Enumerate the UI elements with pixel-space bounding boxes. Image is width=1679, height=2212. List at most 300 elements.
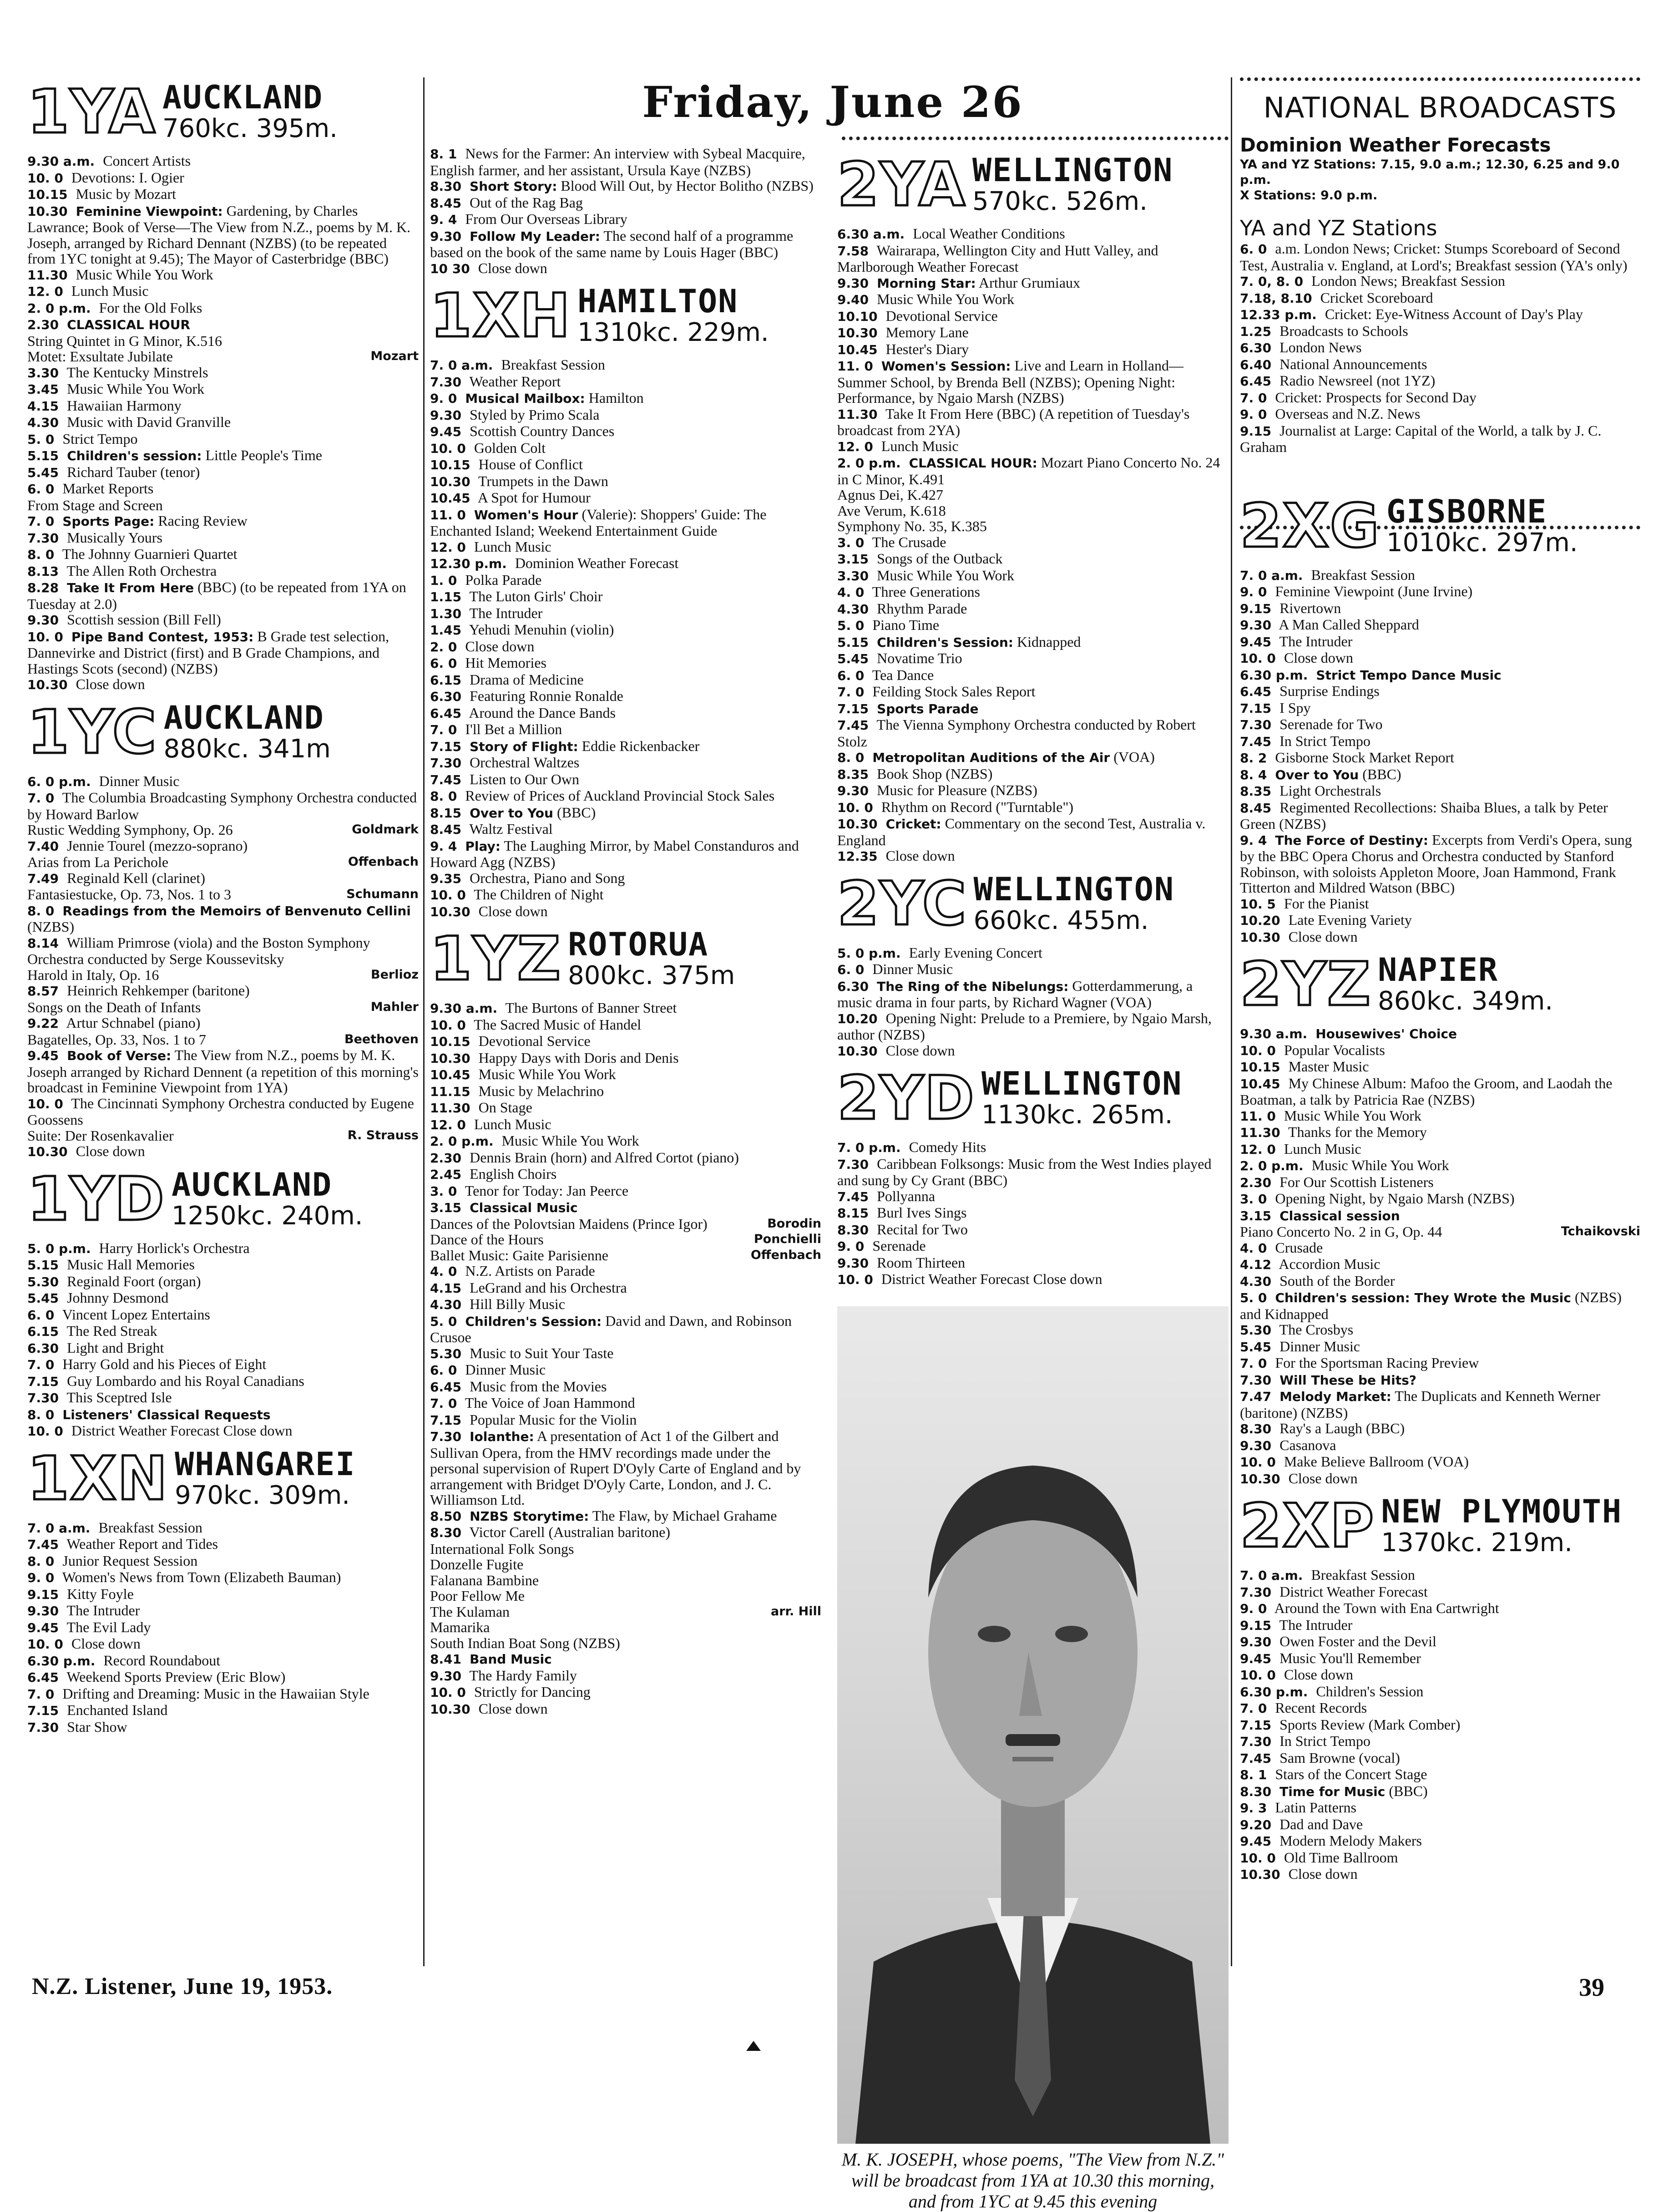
entry-time: 5.15 (27, 448, 59, 463)
entry-text: Gotterdammerung, a music drama in four parts, by Richard Wagner (VOA) (837, 977, 1193, 1010)
schedule-entry (837, 1010, 1229, 1043)
station-call: 2YC (837, 868, 967, 939)
schedule-entry (27, 1143, 419, 1160)
schedule-entry (430, 688, 821, 705)
schedule-entry (27, 203, 419, 267)
schedule-entry (27, 1536, 419, 1553)
entry-text: Close down (885, 1042, 955, 1059)
schedule-entry (430, 1066, 821, 1083)
entry-text: Owen Foster and the Devil (1279, 1633, 1436, 1649)
entry-text: Popular Music for the Violin (470, 1411, 637, 1428)
entry-text: Victor Carell (Australian baritone) (469, 1524, 670, 1540)
entry-text: Jennie Tourel (mezzo-soprano) (67, 837, 248, 854)
entry-time: 9. 0 (430, 391, 457, 406)
entry-text: Dance of the Hours (430, 1231, 544, 1248)
entry-time: 7. 0 (1240, 390, 1267, 406)
entry-time: 11.30 (1240, 1125, 1280, 1140)
entry-text: Music While You Work (478, 1066, 616, 1082)
entry-time: 8.35 (1240, 784, 1272, 799)
entry-time: 5.45 (27, 1291, 59, 1306)
entry-text: Around the Town with Ena Cartwright (1274, 1600, 1499, 1616)
schedule-entry (27, 1373, 419, 1390)
entry-text: Book Shop (NZBS) (877, 765, 993, 782)
schedule-entry (1240, 340, 1640, 356)
entry-time: 7.30 (1240, 1372, 1272, 1388)
schedule-entry (1240, 1783, 1640, 1800)
entry-highlight: Children's session: They Wrote the Music (1275, 1290, 1571, 1305)
schedule-entry (1240, 1076, 1640, 1108)
entry-time: 7.18, 8.10 (1240, 290, 1312, 306)
entry-composer: Offenbach (348, 855, 419, 869)
entry-time: 8.30 (1240, 1784, 1272, 1799)
schedule-entry (430, 1541, 821, 1557)
page-title: Friday, June 26 (642, 77, 1023, 127)
schedule-1yz (430, 1000, 821, 1717)
entry-text: The Evil Lady (66, 1618, 151, 1635)
schedule-entry (27, 414, 419, 431)
entry-time: 12. 0 (1240, 1142, 1276, 1157)
entry-time: 11.30 (27, 267, 68, 283)
schedule-2xp (1240, 1567, 1640, 1883)
entry-text: Breakfast Session (501, 356, 605, 373)
schedule-entry (837, 455, 1229, 487)
entry-time: 8.50 (430, 1508, 462, 1524)
entry-highlight: Sports Parade (877, 701, 979, 716)
entry-text: Comedy Hits (909, 1139, 986, 1155)
schedule-entry (27, 579, 419, 612)
entry-highlight: Classical session (1279, 1208, 1400, 1223)
entry-time: 3.15 (837, 552, 869, 567)
entry-highlight: Children's Session: (877, 634, 1013, 650)
entry-text: Music with David Granville (67, 414, 231, 430)
entry-time: 10.15 (1240, 1060, 1280, 1075)
entry-text: (NZBS) and Kidnapped (1240, 1289, 1622, 1322)
schedule-entry (1240, 241, 1640, 273)
schedule-entry (1240, 1157, 1640, 1174)
schedule-2yd (837, 1139, 1229, 1288)
entry-time: 9. 0 (27, 1570, 55, 1585)
schedule-entry (27, 1603, 419, 1619)
schedule-entry (1240, 390, 1640, 406)
schedule-entry (837, 749, 1229, 766)
entry-text: Thanks for the Memory (1288, 1124, 1427, 1140)
entry-time: 7.15 (1240, 1717, 1272, 1733)
entry-text: Tenor for Today: Jan Peerce (465, 1182, 629, 1199)
schedule-entry (430, 639, 821, 655)
schedule-entry (27, 333, 419, 349)
station-header-1xn (27, 1442, 419, 1515)
entry-time: 8.30 (430, 1525, 462, 1540)
schedule-entry (430, 870, 821, 887)
entry-time: 7.15 (837, 701, 869, 716)
schedule-entry (430, 407, 821, 424)
entry-text: Accordion Music (1279, 1256, 1381, 1272)
station-frequency: 880kc. 341m (163, 734, 331, 764)
entry-time: 7. 0 p.m. (837, 1140, 901, 1155)
entry-time: 8. 1 (1240, 1767, 1267, 1782)
station-frequency: 760kc. 395m. (162, 114, 338, 143)
station-city: WELLINGTON (973, 870, 1175, 908)
schedule-entry (837, 766, 1229, 783)
entry-text: My Chinese Album: Mafoo the Groom, and Laodah the Boatman, a talk by Patricia Rae (NZBS) (1240, 1075, 1613, 1108)
entry-time: 10. 0 (27, 1637, 63, 1652)
entry-time: 7. 0 (1240, 1701, 1267, 1716)
entry-text: The Burtons of Banner Street (505, 999, 677, 1016)
entry-text: English Choirs (470, 1166, 557, 1182)
schedule-entry (1240, 1800, 1640, 1816)
schedule-entry (430, 721, 821, 738)
entry-text: Latin Patterns (1275, 1799, 1356, 1816)
entry-time: 7.30 (1240, 717, 1272, 732)
entry-text: Overseas and N.Z. News (1275, 406, 1421, 422)
entry-text: Harry Horlick's Orchestra (99, 1239, 250, 1256)
schedule-entry (27, 612, 419, 629)
entry-time: 6.30 (837, 979, 869, 994)
schedule-entry (430, 178, 821, 195)
entry-time: 10.45 (430, 491, 470, 506)
entry-time: 6.45 (27, 1670, 59, 1685)
schedule-entry (1240, 683, 1640, 700)
entry-text: Strict Tempo (62, 430, 138, 447)
station-call: 1XN (27, 1443, 169, 1514)
schedule-entry (837, 534, 1229, 551)
entry-time: 10.30 (27, 1144, 68, 1159)
schedule-entry (1240, 273, 1640, 290)
entry-text: Crusade (1275, 1239, 1323, 1256)
station-city: GISBORNE (1386, 492, 1548, 530)
entry-time: 12. 0 (430, 1117, 466, 1132)
schedule-entry (27, 447, 419, 464)
schedule-entry (27, 999, 419, 1015)
entry-time: 9.30 (430, 1668, 462, 1684)
schedule-entry (837, 358, 1229, 406)
schedule-entry (27, 513, 419, 530)
station-city: WHANGAREI (175, 1445, 356, 1483)
entry-text: Close down (1284, 649, 1353, 666)
schedule-entry (837, 978, 1229, 1010)
entry-time: 10.20 (1240, 913, 1280, 928)
entry-text: Live and Learn in Holland—Summer School, by Brenda Bell (NZBS); Opening Night: Performance, by Ngaio Marsh (NZBS) (837, 357, 1183, 406)
entry-text: Journalist at Large: Capital of the World, a talk by J. C. Graham (1240, 422, 1602, 455)
entry-text: Hamilton (588, 390, 644, 406)
schedule-1xh (430, 357, 821, 920)
entry-text: Motet: Exsultate Jubilate (27, 348, 173, 365)
entry-text: Weekend Sports Preview (Eric Blow) (66, 1669, 286, 1685)
column-3 (837, 146, 1229, 2212)
entry-text: District Weather Forecast Close down (71, 1422, 293, 1439)
entry-time: 10.30 (837, 325, 878, 340)
entry-time: 4.30 (1240, 1273, 1272, 1289)
schedule-entry (1240, 1667, 1640, 1684)
schedule-entry (1240, 650, 1640, 667)
entry-text: Hester's Diary (885, 340, 969, 357)
entry-text: Lunch Music (474, 1116, 551, 1132)
entry-time: 8.30 (1240, 1421, 1272, 1436)
entry-text: Close down (1288, 928, 1358, 945)
entry-composer: Mozart (370, 349, 419, 363)
entry-highlight: Listeners' Classical Requests (62, 1407, 271, 1422)
entry-text: Regimented Recollections: Shaiba Blues, a talk by Peter Green (NZBS) (1240, 799, 1608, 832)
entry-time: 5. 0 (430, 1314, 457, 1329)
schedule-entry (430, 1263, 821, 1280)
entry-time: 10. 0 (837, 800, 873, 815)
entry-time: 1.25 (1240, 324, 1272, 339)
schedule-entry (27, 1390, 419, 1406)
schedule-entry (837, 291, 1229, 308)
entry-text: Light and Bright (67, 1339, 164, 1356)
entry-text: Heinrich Rehkemper (baritone) (67, 982, 250, 999)
entry-text: Hill Billy Music (470, 1296, 565, 1312)
station-header-2xp (1240, 1490, 1640, 1563)
schedule-entry (1240, 1454, 1640, 1471)
entry-text: Styled by Primo Scala (470, 406, 600, 423)
schedule-entry (1240, 716, 1640, 733)
entry-text: From Stage and Screen (27, 497, 163, 513)
station-city: HAMILTON (577, 283, 738, 320)
schedule-entry (1240, 1850, 1640, 1867)
entry-text: The Kentucky Minstrels (66, 364, 208, 381)
station-frequency: 800kc. 375m (568, 961, 735, 990)
entry-text: Cricket: Eye-Witness Account of Day's Play (1325, 306, 1583, 322)
entry-time: 7. 0 (27, 1357, 55, 1372)
entry-time: 8.13 (27, 563, 59, 579)
entry-composer: Mahler (370, 999, 419, 1014)
entry-time: 7.15 (27, 1703, 59, 1718)
entry-time: 4.30 (27, 415, 59, 430)
entry-text: Dennis Brain (horn) and Alfred Cortot (piano) (470, 1149, 739, 1166)
entry-time: 6.30 (430, 689, 462, 704)
entry-time: 7.58 (837, 243, 869, 259)
entry-time: 5. 0 (27, 431, 55, 447)
entry-time: 4. 0 (837, 585, 865, 600)
entry-text: A Spot for Humour (477, 489, 591, 506)
schedule-entry (837, 945, 1229, 962)
entry-highlight: Play: (465, 838, 501, 854)
schedule-entry (430, 1313, 821, 1345)
schedule-entry (27, 186, 419, 203)
entry-text: Burl Ives Sings (877, 1204, 967, 1221)
entry-text: Close down (478, 903, 548, 919)
entry-text: Music While You Work (76, 266, 213, 283)
schedule-entry (837, 243, 1229, 275)
schedule-entry (27, 1257, 419, 1273)
schedule-entry (27, 563, 419, 580)
entry-time: 12. 0 (430, 539, 466, 555)
entry-text: Junior Request Session (62, 1552, 198, 1569)
schedule-entry (27, 1356, 419, 1373)
schedule-entry (837, 1255, 1229, 1272)
entry-time: 10.20 (837, 1011, 878, 1026)
entry-text: Symphony No. 35, K.385 (837, 518, 987, 534)
entry-time: 10.30 (1240, 929, 1280, 945)
footer-publication: N.Z. Listener, June 19, 1953. (32, 1974, 333, 1999)
schedule-entry (1240, 733, 1640, 750)
entry-text: Music While You Work (1284, 1107, 1421, 1124)
schedule-entry (430, 423, 821, 440)
schedule-1ya-continued (430, 146, 821, 277)
entry-time: 9.45 (1240, 634, 1272, 649)
entry-time: 8.30 (837, 1222, 869, 1238)
entry-text: Dinner Music (1279, 1338, 1360, 1355)
schedule-entry (1240, 1650, 1640, 1667)
entry-time: 9.30 (430, 228, 462, 244)
schedule-entry (27, 464, 419, 481)
schedule-2ya (837, 226, 1229, 865)
entry-time: 9.45 (27, 1620, 59, 1635)
schedule-entry (27, 1240, 419, 1257)
entry-time: 6. 0 (430, 1363, 457, 1378)
entry-time: 9. 0 (1240, 1601, 1267, 1616)
schedule-entry (837, 601, 1229, 618)
weather-times-x: X Stations: 9.0 p.m. (1240, 188, 1378, 203)
schedule-entry (1240, 1240, 1640, 1257)
schedule-entry (1240, 766, 1640, 783)
schedule-entry (837, 325, 1229, 341)
schedule-entry (27, 854, 419, 870)
entry-time: 5.15 (27, 1258, 59, 1273)
entry-time: 7.30 (1240, 1584, 1272, 1600)
schedule-entry (27, 267, 419, 284)
entry-highlight: Pipe Band Contest, 1953: (71, 629, 254, 644)
schedule-entry (430, 755, 821, 771)
entry-time: 10.10 (837, 309, 878, 324)
entry-time: 4.15 (27, 398, 59, 414)
schedule-entry (27, 838, 419, 855)
entry-time: 4.30 (837, 601, 869, 617)
schedule-entry (1240, 1339, 1640, 1355)
schedule-entry (430, 572, 821, 589)
schedule-entry (27, 1273, 419, 1290)
schedule-entry (1240, 1816, 1640, 1833)
entry-highlight: Readings from the Memoirs of Benvenuto Cellini (62, 903, 411, 918)
schedule-entry (430, 1133, 821, 1150)
entry-time: 10.45 (1240, 1076, 1280, 1091)
schedule-entry (1240, 1224, 1640, 1240)
schedule-entry (430, 738, 821, 755)
schedule-entry (430, 555, 821, 572)
entry-time: 7.45 (27, 1537, 59, 1552)
schedule-entry (1240, 667, 1640, 684)
entry-time: 5.45 (837, 651, 869, 666)
entry-text: Piano Time (872, 617, 940, 633)
schedule-entry (837, 617, 1229, 634)
schedule-entry (837, 503, 1229, 519)
entry-text: N.Z. Artists on Parade (465, 1263, 595, 1279)
entry-text: Weather Report (469, 373, 561, 390)
entry-text: David and Dawn, and Robinson Crusoe (430, 1312, 792, 1345)
schedule-entry (837, 961, 1229, 978)
entry-time: 9.30 (837, 1255, 869, 1271)
entry-time: 4.15 (430, 1280, 462, 1296)
schedule-entry (27, 349, 419, 365)
station-city: WELLINGTON (981, 1065, 1183, 1102)
schedule-entry (1240, 1108, 1640, 1125)
station-call: 1YZ (430, 924, 562, 994)
schedule-entry (1240, 1471, 1640, 1487)
schedule-entry (1240, 1866, 1640, 1883)
entry-text: The Johnny Guarnieri Quartet (62, 546, 238, 562)
schedule-entry (837, 518, 1229, 534)
weather-forecasts-heading: Dominion Weather Forecasts (1240, 134, 1551, 156)
entry-text: Popular Vocalists (1284, 1041, 1385, 1058)
schedule-entry (430, 672, 821, 689)
entry-text: The Intruder (1279, 1616, 1353, 1633)
entry-text: The Crosbys (1279, 1321, 1354, 1338)
entry-time: 10. 0 (1240, 651, 1276, 666)
entry-time: 10. 0 (1240, 1455, 1276, 1470)
entry-time: 10.30 (430, 1701, 470, 1717)
schedule-1yc (27, 773, 419, 1160)
entry-text: Waltz Festival (469, 821, 553, 837)
entry-text: Vincent Lopez Entertains (62, 1306, 210, 1323)
entry-text: Light Orchestrals (1279, 782, 1381, 799)
schedule-entry (27, 497, 419, 513)
entry-time: 7.45 (837, 718, 869, 733)
entry-text: Record Roundabout (103, 1652, 221, 1669)
schedule-entry (1240, 1584, 1640, 1601)
entry-time: 6.30 (27, 1340, 59, 1356)
entry-time: 7.45 (430, 772, 462, 787)
schedule-entry (430, 1635, 821, 1651)
entry-time: 7. 0, 8. 0 (1240, 274, 1304, 289)
entry-time: 5. 0 p.m. (27, 1241, 91, 1256)
schedule-entry (27, 1096, 419, 1128)
entry-highlight: Metropolitan Auditions of the Air (872, 750, 1110, 765)
station-call: 2YZ (1240, 949, 1372, 1020)
entry-text: Arthur Grumiaux (978, 274, 1081, 291)
entry-time: 10.30 (430, 474, 470, 489)
entry-text: Lunch Music (71, 283, 149, 299)
entry-highlight: Follow My Leader: (470, 228, 600, 244)
schedule-entry (1240, 1733, 1640, 1750)
entry-time: 8.28 (27, 580, 59, 595)
entry-time: 9. 0 (1240, 407, 1267, 422)
entry-text: Close down (76, 1143, 145, 1159)
schedule-entry (430, 1033, 821, 1050)
schedule-entry (27, 935, 419, 967)
entry-text: Scottish Country Dances (470, 423, 615, 439)
entry-text: Surprise Endings (1279, 683, 1380, 699)
entry-time: 2. 0 (430, 639, 457, 654)
photo-caption: M. K. JOSEPH, whose poems, "The View from N.Z." will be broadcast from 1YA at 10.30 this morning, and from 1YC at 9.45 this evening (841, 2149, 1224, 2212)
schedule-entry (1240, 617, 1640, 634)
schedule-2yz (1240, 1025, 1640, 1487)
entry-time: 9. 4 (430, 212, 457, 227)
entry-text: Opening Night, by Ngaio Marsh (NZBS) (1275, 1190, 1515, 1207)
entry-text: The Crusade (872, 533, 946, 550)
entry-time: 12.30 p.m. (430, 556, 507, 571)
entry-time: 6.45 (1240, 374, 1272, 389)
entry-time: 10.30 (1240, 1867, 1280, 1882)
entry-time: 10.30 (430, 1050, 470, 1066)
schedule-entry (1240, 1355, 1640, 1372)
entry-time: 9.45 (430, 424, 462, 439)
schedule-entry (27, 870, 419, 887)
schedule-entry (1240, 1750, 1640, 1767)
entry-text: This Sceptred Isle (66, 1389, 172, 1405)
schedule-entry (430, 903, 821, 920)
entry-time: 10. 0 (430, 1017, 466, 1033)
entry-time: 6.45 (1240, 684, 1272, 699)
entry-time: 10. 0 (27, 1424, 63, 1439)
entry-text: (BBC) (1389, 1782, 1428, 1799)
schedule-entry (27, 1128, 419, 1144)
station-header-2xg (1240, 490, 1640, 563)
entry-text: Recent Records (1275, 1700, 1367, 1716)
entry-text: Music Hall Memories (67, 1256, 195, 1273)
entry-text: The Red Streak (66, 1323, 157, 1339)
entry-text: For the Pianist (1284, 895, 1369, 912)
